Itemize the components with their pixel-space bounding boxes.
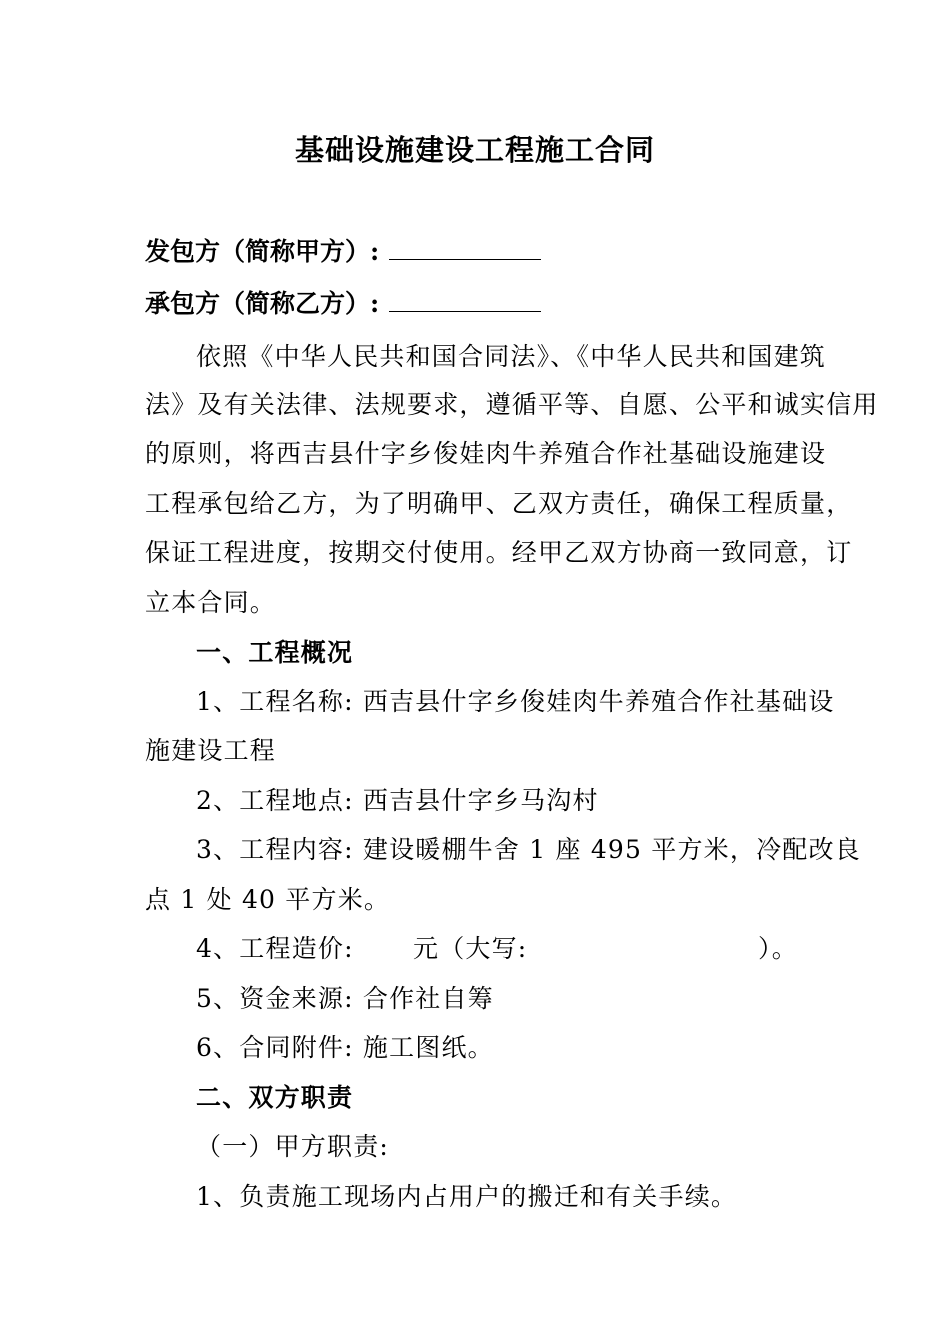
party-a-label: 发包方（简称甲方）: bbox=[145, 237, 380, 266]
party-b-row bbox=[145, 284, 541, 320]
item-1-line-2: 施建设工程 bbox=[145, 736, 277, 765]
item-5: 5、资金来源: 合作社自筹 bbox=[196, 984, 494, 1013]
subsection-1-heading: （一）甲方职责: bbox=[196, 1132, 390, 1161]
party-a-blank bbox=[389, 235, 541, 260]
section-1-heading: 一、工程概况 bbox=[196, 638, 354, 667]
intro-line-5: 保证工程进度，按期交付使用。经甲乙双方协商一致同意，订 bbox=[145, 538, 853, 567]
party-b-label: 承包方（简称乙方）: bbox=[145, 289, 380, 318]
intro-line-6: 立本合同。 bbox=[145, 588, 277, 617]
party-b-blank bbox=[389, 287, 541, 312]
item-3-line-1: 3、工程内容: 建设暖棚牛舍 1 座 495 平方米，冷配改良 bbox=[196, 835, 861, 864]
item-6: 6、合同附件: 施工图纸。 bbox=[196, 1033, 494, 1062]
intro-line-2: 法》及有关法律、法规要求，遵循平等、自愿、公平和诚实信用 bbox=[145, 390, 879, 419]
party-a-row bbox=[145, 232, 541, 268]
section-2-heading: 二、双方职责 bbox=[196, 1083, 354, 1112]
item-1-line-1: 1、工程名称: 西吉县什字乡俊娃肉牛养殖合作社基础设 bbox=[196, 687, 835, 716]
document-title: 基础设施建设工程施工合同 bbox=[294, 133, 655, 167]
item-4-unit: 元（大写: bbox=[413, 934, 528, 963]
item-4-end: ）。 bbox=[758, 934, 798, 963]
intro-line-1: 依照《中华人民共和国合同法》、《中华人民共和国建筑 bbox=[196, 342, 827, 371]
intro-line-4: 工程承包给乙方，为了明确甲、乙双方责任，确保工程质量， bbox=[145, 489, 853, 518]
item-4-label: 4、工程造价: bbox=[196, 934, 354, 963]
intro-line-3: 的原则，将西吉县什字乡俊娃肉牛养殖合作社基础设施建设 bbox=[145, 439, 827, 468]
item-2: 2、工程地点: 西吉县什字乡马沟村 bbox=[196, 786, 599, 815]
item-3-line-2: 点 1 处 40 平方米。 bbox=[145, 885, 391, 914]
subsection-1-item-1: 1、负责施工现场内占用户的搬迁和有关手续。 bbox=[196, 1182, 738, 1211]
